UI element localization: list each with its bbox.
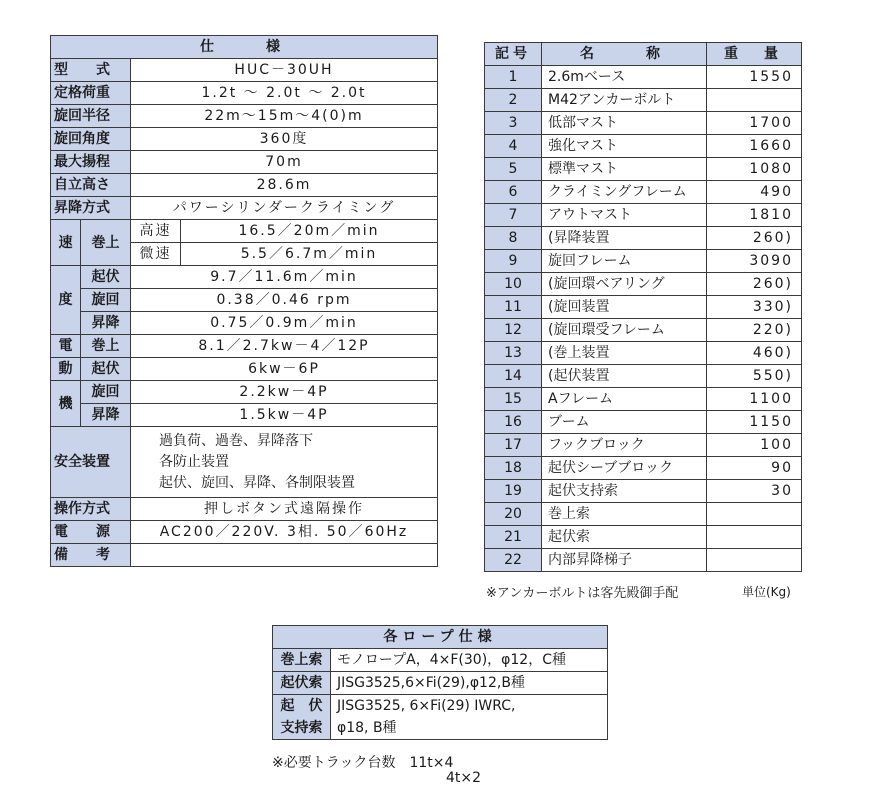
parts-name: 起伏支持索	[542, 480, 707, 503]
parts-name: アウトマスト	[542, 204, 707, 227]
height-value: 28.6m	[131, 174, 438, 197]
safety-line-2: 各防止装置	[159, 453, 229, 470]
climb-label: 昇降方式	[51, 197, 131, 220]
remarks-label: 備 考	[51, 544, 131, 567]
parts-row	[485, 204, 802, 227]
parts-no: 20	[485, 503, 542, 526]
parts-header-no: 記号	[485, 43, 542, 66]
angle-label: 旋回角度	[51, 128, 131, 151]
parts-row	[485, 434, 802, 457]
parts-weight: 260)	[707, 273, 802, 296]
model-label: 型 式	[51, 59, 131, 82]
parts-name: (巻上装置	[542, 342, 707, 365]
parts-no: 15	[485, 388, 542, 411]
motor-hoist-label: 巻上	[81, 335, 131, 358]
parts-name: 低部マスト	[542, 112, 707, 135]
parts-row	[485, 388, 802, 411]
parts-row	[485, 526, 802, 549]
parts-row	[485, 135, 802, 158]
load-value: 1.2t ～ 2.0t ～ 2.0t	[131, 82, 438, 105]
parts-row	[485, 365, 802, 388]
parts-name: (旋回装置	[542, 296, 707, 319]
parts-weight: 30	[707, 480, 802, 503]
parts-no: 8	[485, 227, 542, 250]
parts-no: 9	[485, 250, 542, 273]
rope-table	[272, 625, 608, 740]
operation-label: 操作方式	[51, 498, 131, 521]
height-label: 自立高さ	[51, 174, 131, 197]
unit-note: 単位(Kg)	[742, 585, 791, 599]
parts-no: 4	[485, 135, 542, 158]
parts-weight: 1810	[707, 204, 802, 227]
model-value: HUC－30UH	[131, 59, 438, 82]
rope-support-value-2: φ18, B種	[337, 720, 397, 736]
radius-label: 旋回半径	[51, 105, 131, 128]
parts-name: フックブロック	[542, 434, 707, 457]
speed-luff-value: 9.7／11.6m／min	[131, 266, 438, 289]
parts-weight: 550)	[707, 365, 802, 388]
parts-no: 16	[485, 411, 542, 434]
parts-weight: 1100	[707, 388, 802, 411]
speed-hoist-high-label: 高速	[131, 220, 181, 243]
parts-weight: 1080	[707, 158, 802, 181]
parts-name: (昇降装置	[542, 227, 707, 250]
parts-weight: 100	[707, 434, 802, 457]
rope-luff-value: JISG3525,6×Fi(29),φ12,B種	[331, 672, 608, 695]
spec-title: 仕 様	[51, 36, 438, 59]
parts-weight: 3090	[707, 250, 802, 273]
parts-weight	[707, 503, 802, 526]
parts-row	[485, 342, 802, 365]
speed-luff-label: 起伏	[81, 266, 131, 289]
motor-hoist-value: 8.1／2.7kw－4／12P	[131, 335, 438, 358]
rope-hoist-value: モノロープA，4×F(30)，φ12，C種	[331, 649, 608, 672]
parts-name: クライミングフレーム	[542, 181, 707, 204]
safety-line-1: 過負荷、過巻、昇降落下	[159, 432, 313, 449]
parts-weight: 1700	[707, 112, 802, 135]
parts-row	[485, 250, 802, 273]
rope-luff-label: 起伏索	[273, 672, 331, 695]
parts-name: 旋回フレーム	[542, 250, 707, 273]
parts-name: 2.6mベース	[542, 66, 707, 89]
remarks-value	[131, 544, 438, 567]
parts-weight: 490	[707, 181, 802, 204]
load-label: 定格荷重	[51, 82, 131, 105]
parts-table	[484, 42, 802, 572]
power-value: AC200／220V. 3相. 50／60Hz	[131, 521, 438, 544]
parts-name: 内部昇降梯子	[542, 549, 707, 572]
truck-note-2: 4t×2	[446, 770, 482, 786]
parts-row	[485, 480, 802, 503]
motor-slew-value: 2.2kw－4P	[131, 381, 438, 404]
power-label: 電 源	[51, 521, 131, 544]
parts-name: (起伏装置	[542, 365, 707, 388]
speed-group-label-1: 速	[51, 220, 81, 266]
parts-name: (旋回環ベアリング	[542, 273, 707, 296]
parts-row	[485, 66, 802, 89]
parts-no: 2	[485, 89, 542, 112]
rope-support-label-2: 支持索	[280, 720, 323, 736]
spec-table	[50, 35, 438, 567]
parts-no: 14	[485, 365, 542, 388]
speed-climb-label: 昇降	[81, 312, 131, 335]
parts-row	[485, 411, 802, 434]
operation-value: 押しボタン式遠隔操作	[131, 498, 438, 521]
truck-note-1: ※必要トラック台数 11t×4	[272, 755, 454, 771]
motor-group-label-1: 電	[51, 335, 81, 358]
parts-name: 起伏シーブブロック	[542, 457, 707, 480]
speed-slew-label: 旋回	[81, 289, 131, 312]
parts-weight	[707, 549, 802, 572]
parts-row	[485, 273, 802, 296]
anchor-bolt-note: ※アンカーボルトは客先殿御手配	[486, 586, 679, 601]
parts-row	[485, 112, 802, 135]
parts-weight: 260)	[707, 227, 802, 250]
parts-weight: 460)	[707, 342, 802, 365]
parts-no: 19	[485, 480, 542, 503]
parts-row	[485, 227, 802, 250]
parts-no: 13	[485, 342, 542, 365]
parts-name: Aフレーム	[542, 388, 707, 411]
motor-group-label-2: 動	[51, 358, 81, 381]
parts-row	[485, 319, 802, 342]
lift-value: 70m	[131, 151, 438, 174]
speed-hoist-high-value: 16.5／20m／min	[181, 220, 438, 243]
parts-no: 18	[485, 457, 542, 480]
lift-label: 最大揚程	[51, 151, 131, 174]
parts-weight	[707, 89, 802, 112]
parts-name: 標準マスト	[542, 158, 707, 181]
parts-no: 21	[485, 526, 542, 549]
speed-hoist-low-value: 5.5／6.7m／min	[181, 243, 438, 266]
parts-header-name: 名 称	[542, 43, 707, 66]
speed-hoist-label: 巻上	[81, 220, 131, 266]
parts-name: 巻上索	[542, 503, 707, 526]
parts-weight	[707, 526, 802, 549]
parts-row	[485, 503, 802, 526]
parts-no: 5	[485, 158, 542, 181]
parts-weight: 90	[707, 457, 802, 480]
motor-luff-value: 6kw－6P	[131, 358, 438, 381]
parts-no: 10	[485, 273, 542, 296]
parts-row	[485, 457, 802, 480]
parts-no: 11	[485, 296, 542, 319]
parts-no: 6	[485, 181, 542, 204]
motor-climb-value: 1.5kw－4P	[131, 404, 438, 427]
parts-name: M42アンカーボルト	[542, 89, 707, 112]
parts-row	[485, 549, 802, 572]
parts-weight: 1660	[707, 135, 802, 158]
parts-row	[485, 89, 802, 112]
motor-slew-label: 旋回	[81, 381, 131, 404]
parts-row	[485, 296, 802, 319]
parts-name: 起伏索	[542, 526, 707, 549]
parts-header-weight: 重 量	[707, 43, 802, 66]
parts-no: 12	[485, 319, 542, 342]
parts-name: (旋回環受フレーム	[542, 319, 707, 342]
parts-weight: 220)	[707, 319, 802, 342]
parts-no: 3	[485, 112, 542, 135]
motor-luff-label: 起伏	[81, 358, 131, 381]
parts-row	[485, 158, 802, 181]
parts-weight: 1550	[707, 66, 802, 89]
safety-line-3: 起伏、旋回、昇降、各制限装置	[159, 474, 355, 491]
climb-value: パワーシリンダークライミング	[131, 197, 438, 220]
rope-title: 各ロープ仕様	[273, 626, 608, 649]
motor-group-label-3: 機	[51, 381, 81, 427]
angle-value: 360度	[131, 128, 438, 151]
parts-no: 1	[485, 66, 542, 89]
parts-name: ブーム	[542, 411, 707, 434]
parts-weight: 1150	[707, 411, 802, 434]
rope-support-label-1: 起 伏	[280, 698, 323, 714]
safety-label: 安全装置	[51, 427, 131, 498]
parts-row	[485, 181, 802, 204]
speed-hoist-low-label: 微速	[131, 243, 181, 266]
parts-no: 22	[485, 549, 542, 572]
speed-slew-value: 0.38／0.46 rpm	[131, 289, 438, 312]
rope-hoist-label: 巻上索	[273, 649, 331, 672]
speed-group-label-2: 度	[51, 266, 81, 335]
radius-value: 22m～15m～4(0)m	[131, 105, 438, 128]
parts-no: 17	[485, 434, 542, 457]
motor-climb-label: 昇降	[81, 404, 131, 427]
parts-name: 強化マスト	[542, 135, 707, 158]
speed-climb-value: 0.75／0.9m／min	[131, 312, 438, 335]
parts-no: 7	[485, 204, 542, 227]
rope-support-value-1: JISG3525, 6×Fi(29) IWRC,	[337, 698, 516, 714]
parts-weight: 330)	[707, 296, 802, 319]
